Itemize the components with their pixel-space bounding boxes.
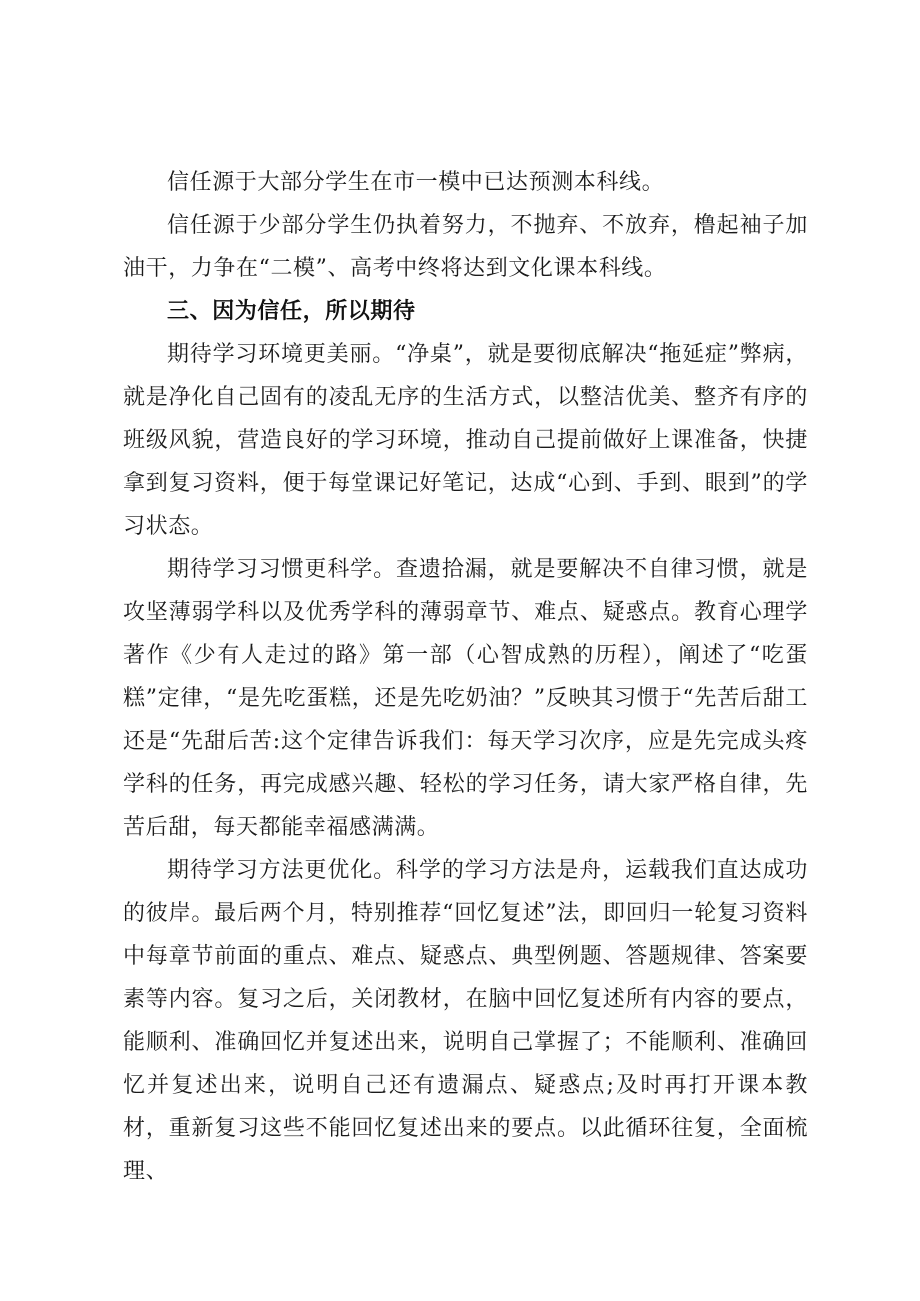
paragraph-habits: 期待学习习惯更科学。查遗拾漏，就是要解决不自律习惯，就是攻坚薄弱学科以及优秀学科的薄弱章节、难点、疑惑点。教育心理学著作《少有人走过的路》第一部（心智成熟的历程），阐述了“吃蛋糕”定律，“是先吃蛋糕，还是先吃奶油？”反映其习惯于“先苦后甜工还是“先甜后苦:这个定律告诉我们：每天学习次序，应是先完成头疼学科的任务，再完成感兴趣、轻松的学习任务，请大家严格自律，先苦后甜，每天都能幸福感满满。 — [123, 557, 808, 840]
paragraph-methods: 期待学习方法更优化。科学的学习方法是舟，运载我们直达成功的彼岸。最后两个月，特别推荐“回忆复述”法，即回归一轮复习资料中每章节前面的重点、难点、疑惑点、典型例题、答题规律、答案要素等内容。复习之后，关闭教材，在脑中回忆复述所有内容的要点，能顺利、准确回忆并复述出来，说明自己掌握了；不能顺利、准确回忆并复述出来，说明自己还有遗漏点、疑惑点;及时再打开课本教材，重新复习这些不能回忆复述出来的要点。以此循环往复，全面梳理、 — [123, 858, 808, 1184]
section-heading: 三、因为信任，所以期待 — [167, 299, 416, 324]
paragraph-environment: 期待学习环境更美丽。“净桌”，就是要彻底解决“拖延症”弊病，就是净化自己固有的凌乱无序的生活方式，以整洁优美、整齐有序的班级风貌，营造良好的学习环境，推动自己提前做好上课准备，快捷拿到复习资料，便于每堂课记好笔记，达成“心到、手到、眼到”的学习状态。 — [123, 342, 808, 539]
document-body — [123, 161, 808, 1193]
paragraph-trust-majority: 信任源于大部分学生在市一模中已达预测本科线。 — [167, 170, 665, 195]
paragraph-trust-minority: 信任源于少部分学生仍执着努力，不抛弃、不放弃，橹起袖子加油干，力争在“二模”、高考中终将达到文化课本科线。 — [123, 213, 808, 281]
